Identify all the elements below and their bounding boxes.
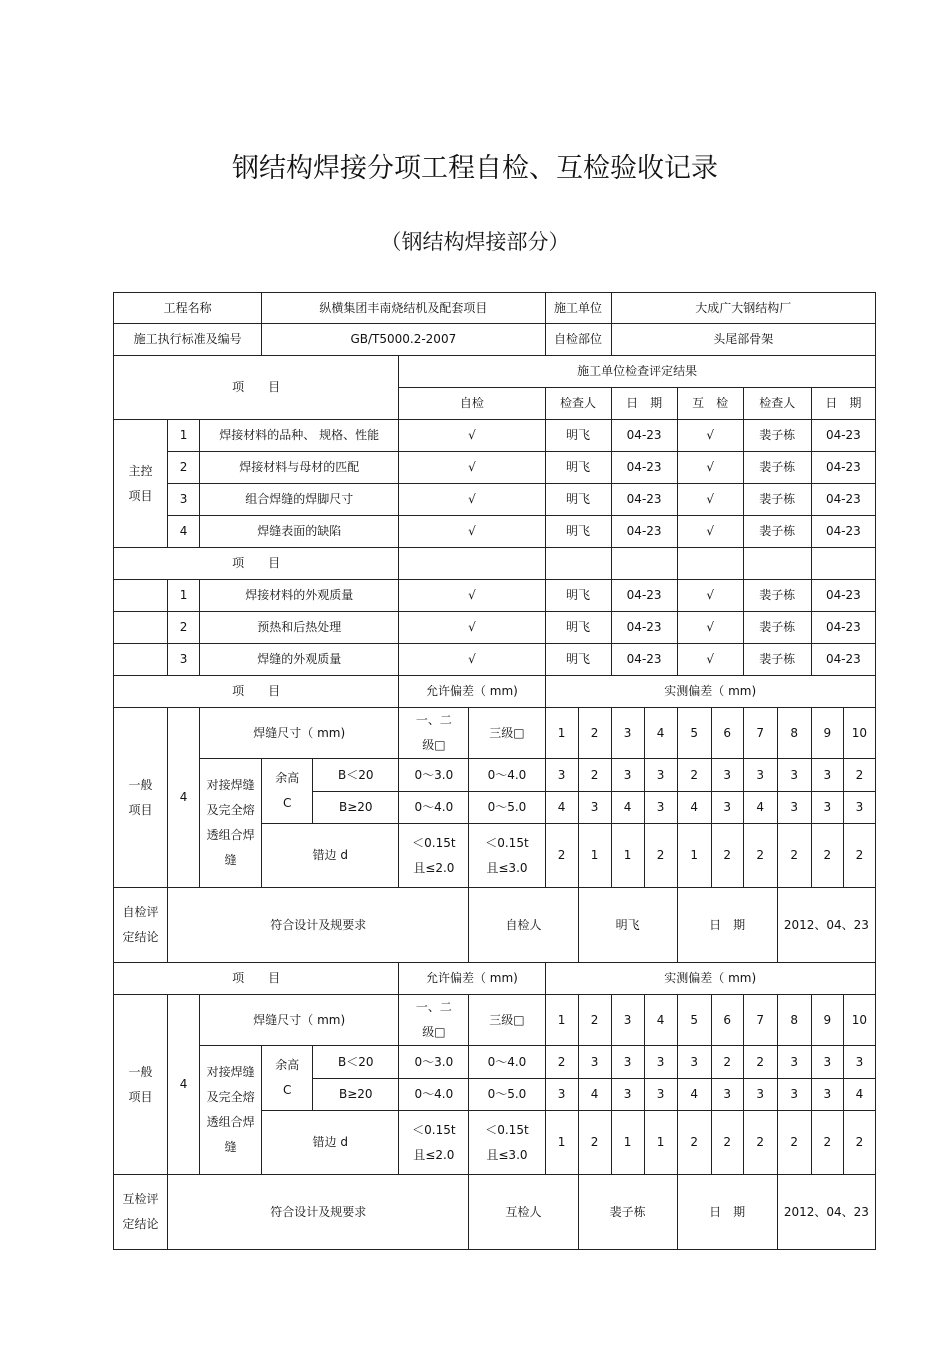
measure-col: 6	[711, 708, 743, 759]
inspector2-name: 裴子栋	[743, 420, 811, 452]
measure-value: 3	[777, 1079, 811, 1111]
measure-value: 3	[578, 1046, 611, 1079]
project-value: 纵横集团丰南烧结机及配套项目	[262, 293, 545, 324]
measure-col: 4	[644, 995, 677, 1046]
measure-value: 1	[611, 1111, 644, 1175]
self-check-mark: √	[399, 644, 545, 676]
measure-value: 3	[811, 759, 843, 792]
check-date2: 04-23	[811, 644, 875, 676]
tolerance: 0～4.0	[399, 792, 469, 824]
measure-col: 3	[611, 708, 644, 759]
measure-value: 2	[578, 759, 611, 792]
measure-value: 1	[578, 824, 611, 888]
inspector2-name: 裴子栋	[743, 516, 811, 548]
inspector-name: 明飞	[545, 452, 611, 484]
self-check-mark: √	[399, 612, 545, 644]
header-row	[114, 676, 876, 708]
measure-value: 2	[545, 1046, 578, 1079]
item-no: 1	[168, 580, 200, 612]
conclusion-text: 符合设计及规要求	[168, 888, 469, 963]
measure-value: 2	[843, 824, 875, 888]
measured-header: 实测偏差（ mm)	[545, 676, 876, 708]
measure-value: 2	[777, 1111, 811, 1175]
builder-label: 施工单位	[545, 293, 611, 324]
inspector-name: 明飞	[545, 516, 611, 548]
inspector-name: 明飞	[545, 420, 611, 452]
self-check-mark: √	[399, 580, 545, 612]
measure-col: 1	[545, 995, 578, 1046]
measure-col: 2	[578, 708, 611, 759]
measure-value: 3	[644, 1079, 677, 1111]
self-check-mark: √	[399, 452, 545, 484]
conclusion-row	[114, 1175, 876, 1250]
info-row	[114, 324, 876, 356]
main-control-label: 主控项目	[114, 420, 168, 548]
table-row	[114, 708, 876, 759]
inspector2-name: 裴子栋	[743, 580, 811, 612]
item-count: 4	[168, 995, 200, 1175]
item-no: 2	[168, 452, 200, 484]
measure-value: 3	[743, 759, 777, 792]
item-no: 3	[168, 644, 200, 676]
measure-value: 3	[777, 759, 811, 792]
tolerance: 0～5.0	[469, 792, 545, 824]
measure-value: 1	[545, 1111, 578, 1175]
measure-col: 7	[743, 708, 777, 759]
self-check-header: 自检	[399, 388, 545, 420]
mutual-person-name: 裴子栋	[578, 1175, 677, 1250]
reinforcement-label: 余高 C	[262, 1046, 313, 1111]
date2-header: 日 期	[811, 388, 875, 420]
measure-col: 10	[843, 995, 875, 1046]
item-name: 预热和后热处理	[200, 612, 399, 644]
item-header: 项 目	[114, 963, 399, 995]
tolerance: 0～4.0	[469, 759, 545, 792]
check-date: 04-23	[611, 580, 677, 612]
item-no: 1	[168, 420, 200, 452]
measure-value: 1	[644, 1111, 677, 1175]
inspector-header: 检查人	[545, 388, 611, 420]
standard-label: 施工执行标准及编号	[114, 324, 262, 356]
tolerance: 0～3.0	[399, 759, 469, 792]
inspector2-name: 裴子栋	[743, 484, 811, 516]
inspection-table	[113, 292, 876, 1250]
item-header: 项 目	[114, 676, 399, 708]
check-date: 04-23	[611, 612, 677, 644]
measure-value: 1	[611, 824, 644, 888]
conclusion-row	[114, 888, 876, 963]
mutual-check-mark: √	[677, 580, 743, 612]
check-date2: 04-23	[811, 516, 875, 548]
tolerance: ＜0.15t 且≤2.0	[399, 1111, 469, 1175]
check-date2: 04-23	[811, 484, 875, 516]
mutual-check-mark: √	[677, 420, 743, 452]
measure-value: 2	[843, 759, 875, 792]
item-name: 焊缝表面的缺陷	[200, 516, 399, 548]
measure-col: 1	[545, 708, 578, 759]
self-person-name: 明飞	[578, 888, 677, 963]
measure-col: 9	[811, 995, 843, 1046]
conclusion-date: 2012、04、23	[777, 1175, 875, 1250]
part-label: 自检部位	[545, 324, 611, 356]
inspector-name: 明飞	[545, 580, 611, 612]
check-date2: 04-23	[811, 420, 875, 452]
check-date: 04-23	[611, 644, 677, 676]
item-name: 焊缝的外观质量	[200, 644, 399, 676]
self-conclusion-label: 自检评定结论	[114, 888, 168, 963]
info-row	[114, 293, 876, 324]
butt-weld-label: 对接焊缝及完全熔透组合焊缝	[200, 759, 262, 888]
measure-value: 2	[545, 824, 578, 888]
date-label: 日 期	[677, 1175, 777, 1250]
measure-col: 6	[711, 995, 743, 1046]
measure-value: 3	[811, 1046, 843, 1079]
measure-col: 5	[677, 708, 711, 759]
measure-value: 3	[843, 792, 875, 824]
general-label: 一般项目	[114, 995, 168, 1175]
table-row	[114, 995, 876, 1046]
measure-value: 3	[611, 1046, 644, 1079]
tolerance: 0～3.0	[399, 1046, 469, 1079]
measured-header: 实测偏差（ mm)	[545, 963, 876, 995]
check-date2: 04-23	[811, 580, 875, 612]
measure-value: 4	[677, 792, 711, 824]
tolerance: ＜0.15t 且≤3.0	[469, 1111, 545, 1175]
item-no: 2	[168, 612, 200, 644]
general-label: 一般项目	[114, 708, 168, 888]
item-name: 焊接材料与母材的匹配	[200, 452, 399, 484]
header-row	[114, 356, 876, 388]
self-check-mark: √	[399, 484, 545, 516]
check-date: 04-23	[611, 420, 677, 452]
mutual-check-mark: √	[677, 452, 743, 484]
mutual-check-mark: √	[677, 612, 743, 644]
misalign-label: 错边 d	[262, 1111, 399, 1175]
self-check-mark: √	[399, 420, 545, 452]
measure-value: 2	[811, 1111, 843, 1175]
check-date: 04-23	[611, 484, 677, 516]
inspector2-name: 裴子栋	[743, 612, 811, 644]
measure-value: 3	[811, 792, 843, 824]
measure-value: 4	[743, 792, 777, 824]
measure-value: 3	[611, 759, 644, 792]
measure-value: 3	[644, 1046, 677, 1079]
item-count: 4	[168, 708, 200, 888]
grade3-label: 三级□	[469, 708, 545, 759]
b-ge-label: B≥20	[313, 1079, 399, 1111]
measure-value: 3	[743, 1079, 777, 1111]
result-header: 施工单位检查评定结果	[399, 356, 876, 388]
header-row	[114, 963, 876, 995]
table-row	[114, 516, 876, 548]
measure-value: 3	[811, 1079, 843, 1111]
measure-value: 3	[677, 1046, 711, 1079]
page-subtitle: （钢结构焊接部分）	[380, 230, 570, 254]
butt-weld-label: 对接焊缝及完全熔透组合焊缝	[200, 1046, 262, 1175]
item-header: 项 目	[114, 548, 399, 580]
measure-value: 2	[578, 1111, 611, 1175]
table-row	[114, 1046, 876, 1079]
grade12-label: 一、二级□	[399, 995, 469, 1046]
tolerance: ＜0.15t 且≤3.0	[469, 824, 545, 888]
check-date: 04-23	[611, 516, 677, 548]
self-person-label: 自检人	[469, 888, 578, 963]
measure-value: 2	[711, 824, 743, 888]
b-lt-label: B＜20	[313, 759, 399, 792]
measure-value: 3	[777, 792, 811, 824]
mutual-check-mark: √	[677, 484, 743, 516]
measure-value: 2	[711, 1111, 743, 1175]
measure-value: 3	[777, 1046, 811, 1079]
inspector2-name: 裴子栋	[743, 644, 811, 676]
measure-value: 2	[743, 1111, 777, 1175]
measure-value: 2	[811, 824, 843, 888]
inspector-name: 明飞	[545, 484, 611, 516]
item-name: 焊接材料的外观质量	[200, 580, 399, 612]
measure-col: 8	[777, 708, 811, 759]
mutual-person-label: 互检人	[469, 1175, 578, 1250]
measure-col: 4	[644, 708, 677, 759]
table-row	[114, 484, 876, 516]
grade3-label: 三级□	[469, 995, 545, 1046]
inspector-name: 明飞	[545, 612, 611, 644]
measure-value: 2	[677, 1111, 711, 1175]
table-row	[114, 420, 876, 452]
table-row	[114, 580, 876, 612]
check-date2: 04-23	[811, 612, 875, 644]
measure-value: 4	[611, 792, 644, 824]
date-header: 日 期	[611, 388, 677, 420]
measure-value: 3	[545, 759, 578, 792]
table-row	[114, 452, 876, 484]
measure-col: 2	[578, 995, 611, 1046]
mutual-conclusion-label: 互检评定结论	[114, 1175, 168, 1250]
date-label: 日 期	[677, 888, 777, 963]
measure-value: 3	[644, 792, 677, 824]
misalign-label: 错边 d	[262, 824, 399, 888]
tolerance: 0～4.0	[469, 1046, 545, 1079]
measure-col: 5	[677, 995, 711, 1046]
project-label: 工程名称	[114, 293, 262, 324]
mutual-check-header: 互 检	[677, 388, 743, 420]
measure-value: 4	[578, 1079, 611, 1111]
measure-value: 2	[743, 1046, 777, 1079]
tolerance: ＜0.15t 且≤2.0	[399, 824, 469, 888]
grade12-label: 一、二级□	[399, 708, 469, 759]
measure-value: 4	[843, 1079, 875, 1111]
allowed-header: 允许偏差（ mm)	[399, 676, 545, 708]
weld-size-label: 焊缝尺寸（ mm)	[200, 995, 399, 1046]
tolerance: 0～4.0	[399, 1079, 469, 1111]
check-date: 04-23	[611, 452, 677, 484]
part-value: 头尾部骨架	[611, 324, 875, 356]
header-row	[114, 548, 876, 580]
item-name: 焊接材料的品种、 规格、性能	[200, 420, 399, 452]
check-date2: 04-23	[811, 452, 875, 484]
inspector2-header: 检查人	[743, 388, 811, 420]
measure-value: 3	[711, 759, 743, 792]
measure-value: 2	[843, 1111, 875, 1175]
measure-value: 2	[677, 759, 711, 792]
measure-value: 3	[644, 759, 677, 792]
measure-value: 3	[843, 1046, 875, 1079]
measure-col: 8	[777, 995, 811, 1046]
reinforcement-label: 余高 C	[262, 759, 313, 824]
item-no: 4	[168, 516, 200, 548]
table-row	[114, 644, 876, 676]
allowed-header: 允许偏差（ mm)	[399, 963, 545, 995]
tolerance: 0～5.0	[469, 1079, 545, 1111]
b-lt-label: B＜20	[313, 1046, 399, 1079]
mutual-check-mark: √	[677, 644, 743, 676]
item-no: 3	[168, 484, 200, 516]
measure-value: 3	[578, 792, 611, 824]
table-row	[114, 759, 876, 792]
measure-value: 3	[711, 1079, 743, 1111]
table-row	[114, 612, 876, 644]
measure-value: 4	[545, 792, 578, 824]
measure-value: 3	[545, 1079, 578, 1111]
measure-col: 9	[811, 708, 843, 759]
measure-col: 10	[843, 708, 875, 759]
measure-value: 2	[644, 824, 677, 888]
inspector-name: 明飞	[545, 644, 611, 676]
measure-value: 2	[777, 824, 811, 888]
measure-value: 3	[611, 1079, 644, 1111]
measure-value: 1	[677, 824, 711, 888]
conclusion-text: 符合设计及规要求	[168, 1175, 469, 1250]
builder-value: 大成广大钢结构厂	[611, 293, 875, 324]
page-title: 钢结构焊接分项工程自检、互检验收记录	[232, 153, 718, 184]
b-ge-label: B≥20	[313, 792, 399, 824]
measure-col: 3	[611, 995, 644, 1046]
standard-value: GB/T5000.2-2007	[262, 324, 545, 356]
item-header: 项 目	[114, 356, 399, 420]
measure-value: 3	[711, 792, 743, 824]
self-check-mark: √	[399, 516, 545, 548]
inspector2-name: 裴子栋	[743, 452, 811, 484]
mutual-check-mark: √	[677, 516, 743, 548]
measure-value: 4	[677, 1079, 711, 1111]
weld-size-label: 焊缝尺寸（ mm)	[200, 708, 399, 759]
conclusion-date: 2012、04、23	[777, 888, 875, 963]
measure-value: 2	[743, 824, 777, 888]
item-name: 组合焊缝的焊脚尺寸	[200, 484, 399, 516]
measure-value: 2	[711, 1046, 743, 1079]
measure-col: 7	[743, 995, 777, 1046]
